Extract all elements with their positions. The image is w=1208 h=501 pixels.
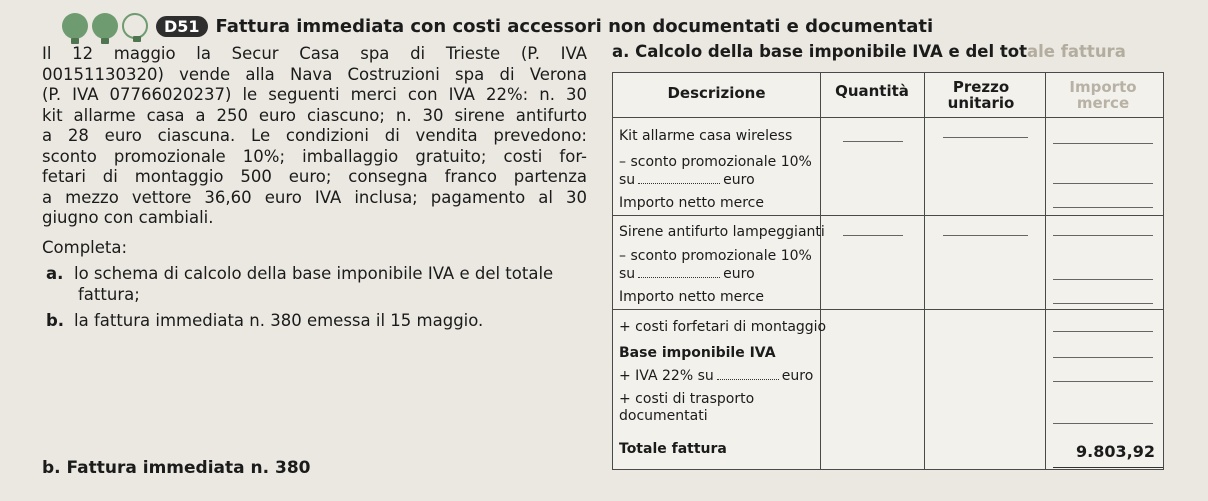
exercise-text [42, 44, 587, 332]
text-line: a mezzo vettore 36,60 euro IVA inclusa; pagamento al 30 [42, 187, 587, 207]
header-quantity: Quantità [835, 82, 909, 100]
option-b: b. la fattura immediata n. 380 emessa il 15 maggio. [46, 311, 484, 330]
row-vat: + IVA 22% su euro [619, 368, 814, 384]
text-line: Il 12 maggio la Secur Casa spa di Trieste (P. IVA [42, 44, 587, 63]
section-a-title: a. Calcolo della base imponibile IVA e del totale fattura [612, 42, 1126, 61]
calculation-table [612, 72, 1164, 470]
text-line: kit allarme casa a 250 euro ciascuno; n. 30 sirene antifurto [42, 105, 587, 125]
complete-label: Completa: [42, 237, 128, 257]
text-line: fetari di montaggio 500 euro; consegna franco partenza [42, 167, 587, 186]
bulb-outline-icon [122, 13, 148, 39]
row-discount-1-base: su euro [619, 172, 755, 188]
header-description: Descrizione [667, 84, 766, 102]
text-line: a 28 euro ciascuna. Le condizioni di vendita prevedono: [42, 126, 587, 145]
row-discount-2: – sconto promozionale 10% [619, 248, 812, 264]
row-net-1: Importo netto merce [619, 195, 764, 211]
exercise-title: Fattura immediata con costi accessori non documentati e documentati [215, 15, 934, 37]
row-assembly: + costi forfetari di montaggio [619, 319, 827, 335]
header-amount: Importo merce [1069, 78, 1137, 112]
option-a: a. lo schema di calcolo della base imponibile IVA e del totale fattura; [46, 264, 554, 304]
bulb-icon [62, 13, 88, 39]
row-sirens: Sirene antifurto lampeggianti [619, 224, 825, 240]
exercise-header [62, 10, 933, 42]
invoice-total: 9.803,92 [1076, 442, 1155, 461]
exercise-number-badge: D51 [156, 16, 208, 37]
difficulty-indicator [62, 13, 148, 39]
text-line: 00151130320) vende alla Nava Costruzioni spa di Verona [42, 64, 587, 84]
row-net-2: Importo netto merce [619, 289, 764, 305]
text-line: sconto promozionale 10%; imballaggio gratuito; costi for- [42, 146, 587, 166]
text-line: giugno con cambiali. [42, 208, 214, 227]
row-taxable-base: Base imponibile IVA [619, 345, 776, 361]
row-transport: + costi di trasporto [619, 391, 755, 407]
row-total: Totale fattura [619, 441, 727, 457]
section-b-title: b. Fattura immediata n. 380 [42, 458, 311, 478]
header-price: Prezzo unitario [947, 78, 1015, 112]
row-transport-2: documentati [619, 408, 708, 424]
text-line: (P. IVA 07766020237) le seguenti merci con IVA 22%: n. 30 [42, 85, 587, 104]
bulb-icon [92, 13, 118, 39]
row-kit: Kit allarme casa wireless [619, 128, 793, 144]
row-discount-1: – sconto promozionale 10% [619, 154, 812, 170]
row-discount-2-base: su euro [619, 266, 755, 282]
